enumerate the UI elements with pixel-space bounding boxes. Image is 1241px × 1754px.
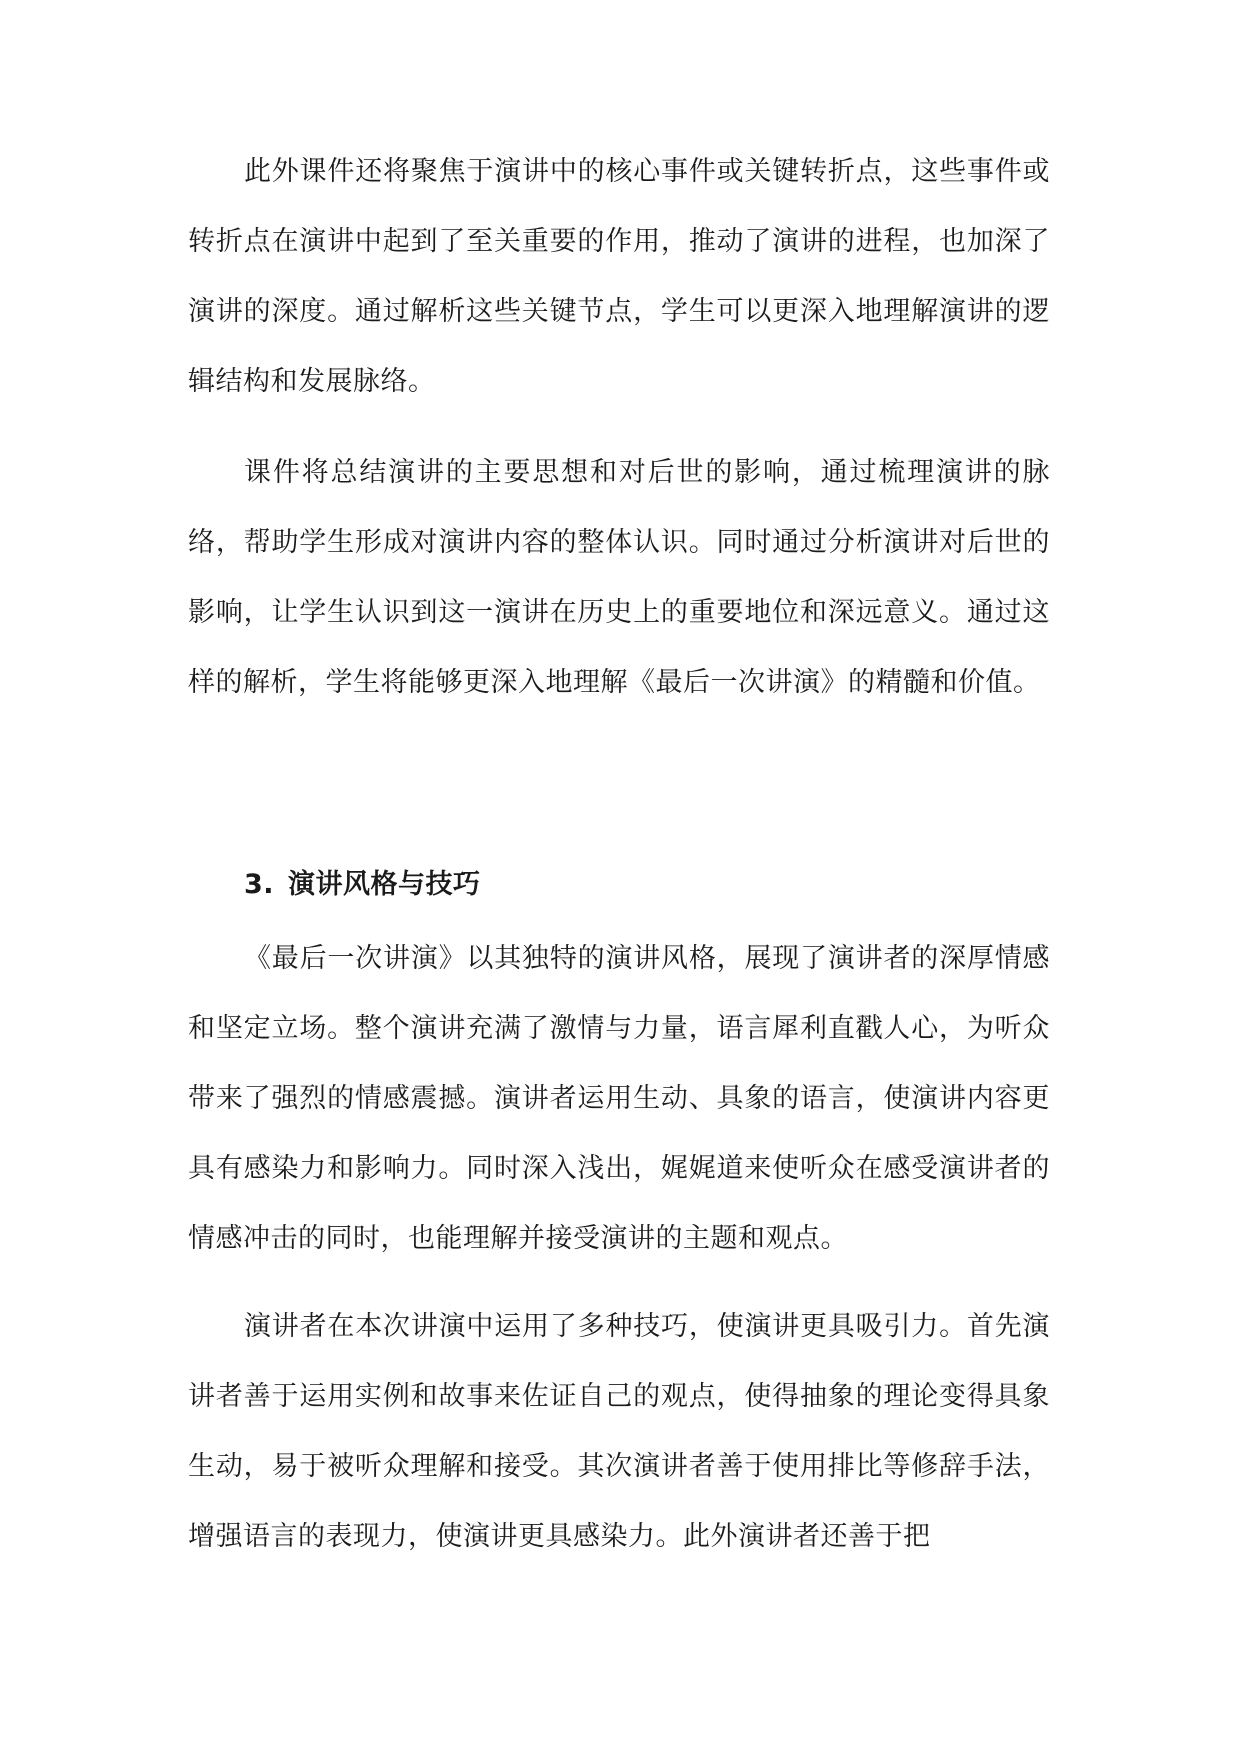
body-paragraph-techniques: 演讲者在本次讲演中运用了多种技巧，使演讲更具吸引力。首先演讲者善于运用实例和故事来佐证自己的观点，使得抽象的理论变得具象生动，易于被听众理解和接受。其次演讲者善于使用排比等修辞手法，增强语言的表现力，使演讲更具感染力。此外演讲者还善于把	[188, 1311, 1050, 1552]
body-paragraph-summary: 课件将总结演讲的主要思想和对后世的影响，通过梳理演讲的脉络，帮助学生形成对演讲内容的整体认识。同时通过分析演讲对后世的影响，让学生认识到这一演讲在历史上的重要地位和深远意义。通过这样的解析，学生将能够更深入地理解《最后一次讲演》的精髓和价值。	[188, 457, 1050, 698]
section-title: 演讲风格与技巧	[288, 869, 481, 900]
section-number: 3.	[244, 869, 275, 900]
section-heading	[244, 850, 481, 920]
body-paragraph-key-events: 此外课件还将聚焦于演讲中的核心事件或关键转折点，这些事件或转折点在演讲中起到了至关重要的作用，推动了演讲的进程，也加深了演讲的深度。通过解析这些关键节点，学生可以更深入地理解演讲的逻辑结构和发展脉络。	[188, 156, 1050, 397]
body-paragraph-style: 《最后一次讲演》以其独特的演讲风格，展现了演讲者的深厚情感和坚定立场。整个演讲充满了激情与力量，语言犀利直戳人心，为听众带来了强烈的情感震撼。演讲者运用生动、具象的语言，使演讲内容更具有感染力和影响力。同时深入浅出，娓娓道来使听众在感受演讲者的情感冲击的同时，也能理解并接受演讲的主题和观点。	[188, 943, 1050, 1254]
